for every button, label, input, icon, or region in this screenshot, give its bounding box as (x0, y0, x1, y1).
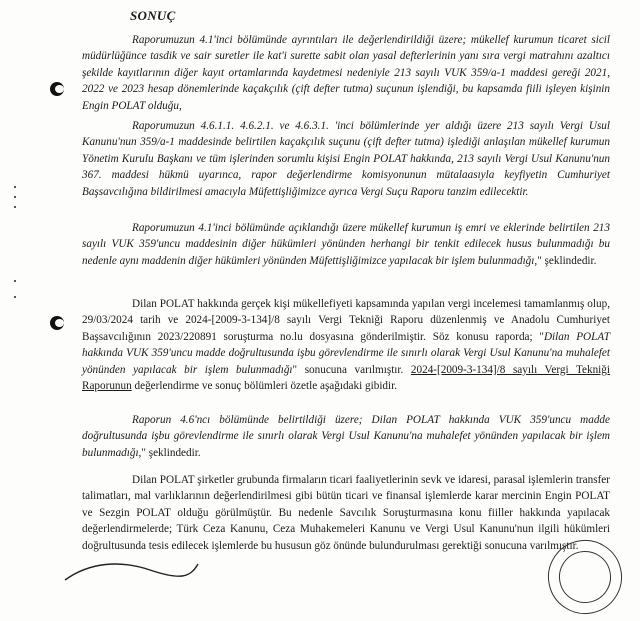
paragraph-4-text-b: " sonucuna varılmıştır. (292, 363, 411, 376)
paragraph-5-tail: " şeklindedir. (141, 446, 201, 459)
margin-mark (14, 296, 16, 298)
paragraph-3 (82, 220, 610, 269)
paragraph-6 (82, 472, 610, 554)
paragraph-4-quote: Dilan POLAT hakkında VUK 359'uncu madde doğrultusunda işbu görevlendirme ile sınırlı olarak Vergi Usul Kanunu'na muhalefet yönünden yapılacak bir işlem bulunmadığı (82, 330, 610, 376)
margin-mark (14, 280, 16, 282)
paragraph-4-text-a: Dilan POLAT hakkında gerçek kişi mükellefiyeti kapsamında yapılan vergi incelemesi tamamlanmış olup, 29/03/2024 tarih ve 2024-[2009-3-134]/8 sayılı Vergi Tekniği Raporu düzenlenmiş ve Anadolu Cumhuriyet Başsavcılığının 2023/220891 soruşturma no.lu dosyasına gönderilmiştir. Söz konusu raporda; " (82, 298, 610, 343)
paragraph-3-tail: " şeklindedir. (537, 254, 597, 267)
paragraph-1 (82, 32, 610, 114)
paragraph-4-text-c: değerlendirme ve sonuç bölümleri özetle aşağıdaki gibidir. (131, 380, 398, 393)
paragraph-2-text: Raporumuzun 4.6.1.1. 4.6.2.1. ve 4.6.3.1. 'inci bölümlerinde yer aldığı üzere 213 sayılı Vergi Usul Kanunu'nun 359/a-1 maddesinde belirtilen kaçakçılık suçunu (çift defter tutma) işlediği anlaşılan mükellef kurumun Yönetim Kurulu Başkanı ve tüm işlerinden sorumlu kişisi Engin POLAT hakkında, 213 sayılı Vergi Usul Kanunu'nun 367. maddesi hükmü uyarınca, rapor değerlendirme komisyonunun mütalaasıyla keyfiyetin Cumhuriyet Başsavcılığına bildirilmesi amacıyla Müfettişliğimizce ayrıca Vergi Suçu Raporu tanzim edilecektir. (82, 120, 610, 198)
paragraph-6-text: Dilan POLAT şirketler grubunda firmaların ticari faaliyetlerinin sevk ve idaresi, parasal işlemlerin transfer talimatları, mal varlıklarının değerlendirilmesi gibi bütün ticari ve finansal işlemlerde karar mercinin Engin POLAT ve Sezgin POLAT olduğu görülmüştür. Bu nedenle Savcılık Soruşturmasına konu fiiller hakkında yapılacak değerlendirmelerde; Türk Ceza Kanunu, Ceza Muhakemeleri Kanunu ve Vergi Usul Kanunu'nun ilgili hükümleri doğrultusunda tesis edilecek işlemlerde bu hususun göz önünde bulundurulması gerektiği sonucuna varılmıştır. (82, 474, 610, 552)
margin-mark (14, 186, 16, 188)
paragraph-4 (82, 296, 610, 394)
paragraph-2 (82, 118, 610, 200)
paragraph-5-italic: Raporun 4.6'ncı bölümünde belirtildiği üzere; Dilan POLAT hakkında VUK 359'uncu madde doğrultusunda işbu görevlendirme ile sınırlı olarak Vergi Usul Kanunu'na muhalefet yönünden yapılacak bir işlem bulunmadığı, (82, 414, 610, 459)
punch-hole-icon (50, 316, 64, 330)
paragraph-3-italic: Raporumuzun 4.1'inci bölümünde açıklandığı üzere mükellef kurumun iş emri ve eklerinde belirtilen 213 sayılı VUK 359'uncu maddesinin diğer hükümleri yönünden herhangi bir tenkit edilecek husus bulunmadığı bu nedenle aynı maddenin diğer hükümleri yönünden Müfettişliğimizce yapılacak bir işlem bulunmadığı, (82, 222, 610, 267)
paragraph-1-text: Raporumuzun 4.1'inci bölümünde ayrıntıları ile değerlendirildiği üzere; mükellef kurumun ticaret sicil müdürlüğünce tasdik ve sair suretler ile kat'i surette sabit olan yasal defterlerinin yanı sıra vergi matrahını azaltıcı şekilde kayıtlarının diğer kayıt ortamlarında kaydetmesi nedeniyle 213 sayılı VUK 359/a-1 maddesi gereği 2021, 2022 ve 2023 hesap dönemlerinde kaçakçılık (çift defter tutma) suçunun işlendiği, bu kapsamda fiili işleyen kişinin Engin POLAT olduğu, (82, 34, 610, 112)
paragraph-5 (82, 412, 610, 461)
signature-icon (60, 552, 200, 582)
margin-mark (14, 196, 16, 198)
margin-mark (14, 206, 16, 208)
report-reference-link: 2024-[2009-3-134]/8 sayılı Vergi Tekniği Raporunun (82, 363, 610, 393)
punch-hole-icon (50, 82, 64, 96)
section-heading: SONUÇ (130, 8, 176, 23)
